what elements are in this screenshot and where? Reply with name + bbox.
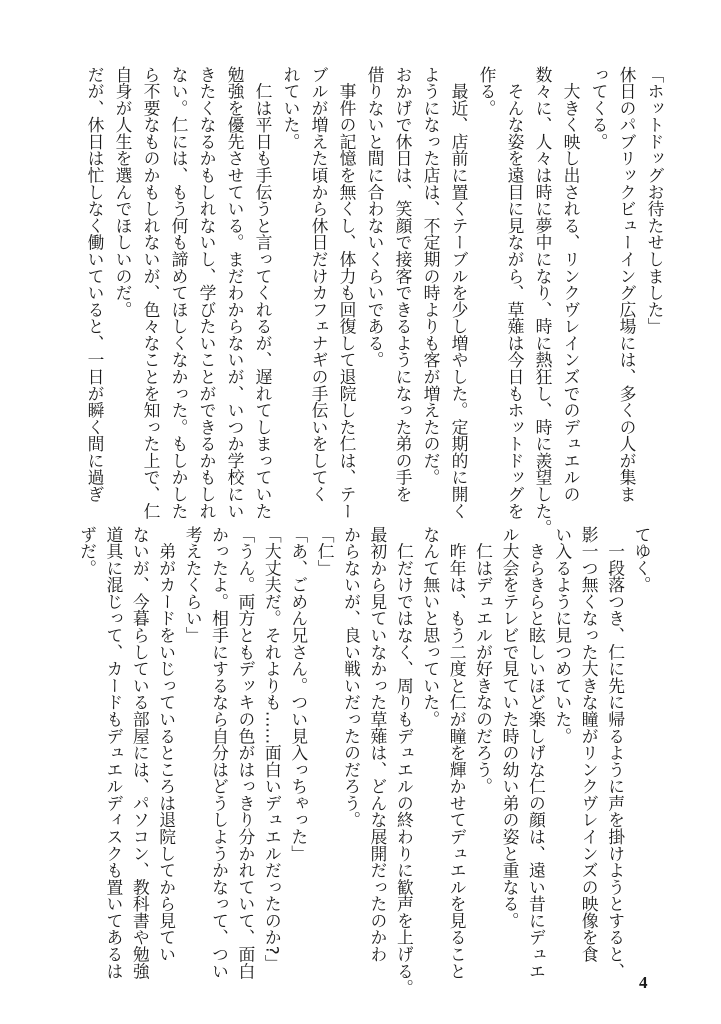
text-column: 数々に、人々は時に夢中になり、時に熱狂し、時に羨望した。 (533, 66, 553, 537)
text-column: 仁はデュエルが好きなのだろう。 (473, 526, 494, 795)
page-number: 4 (639, 973, 648, 992)
text-column: てゆく。 (632, 526, 652, 594)
text-column: 「大丈夫だ。それよりも……面白いデュエルだったのか?」 (262, 526, 283, 972)
text-column: 「ホットドッグお待たせしました」 (645, 66, 665, 335)
text-column: い入るように見つめていた。 (552, 526, 573, 745)
text-column: からないが、良い戦いだったのだろう。 (341, 526, 362, 829)
text-column: 仁だけではなく、周りもデュエルの終わりに歓声を上げる。 (394, 526, 415, 997)
text-column: 影一つ無くなった大きな瞳がリンクヴレインズの映像を食 (579, 526, 600, 963)
text-column: だが、休日は忙しなく働いていると、一日が瞬く間に過ぎ (85, 66, 105, 503)
text-column: なんて無いと思っていた。 (420, 526, 441, 728)
text-block-bottom (74, 526, 655, 997)
text-column: ない。仁には、もう何も諦めてほしくなかった。もしかした (169, 66, 189, 520)
text-column: 最近、店前に置くテーブルを少し増やした。定期的に開く (449, 66, 469, 520)
text-column: ブルが増えた頃から休日だけカフェナギの手伝いをしてく (309, 66, 329, 503)
text-column: きたくなるかもしれないし、学びたいことができるかもしれ (197, 66, 217, 520)
text-column: 「あ、ごめん兄さん。つい見入っちゃった」 (288, 526, 309, 862)
text-column: 勉強を優先させている。まだわからないが、いつか学校にい (225, 66, 245, 520)
text-column: 事件の記憶を無くし、体力も回復して退院した仁は、テー (337, 66, 357, 520)
text-column: 仁は平日も手伝うと言ってくれるが、遅れてしまっていた (253, 66, 273, 520)
text-column: 休日のパブリックビューイング広場には、多くの人が集ま (617, 66, 637, 503)
text-column: 「うん。両方ともデッキの色がはっきり分かれていて、面白 (235, 526, 256, 980)
text-column: ないが、今暮らしている部屋には、パソコン、教科書や勉強 (130, 526, 151, 980)
text-column: そんな姿を遠目に見ながら、草薙は今日もホットドッグを (505, 66, 525, 520)
text-column: 自身が人生を選んでほしいのだ。 (113, 66, 133, 318)
text-column: 借りないと間に合わないくらいである。 (365, 66, 385, 369)
text-column: 弟がカードをいじっているところは退院してから見てい (156, 526, 177, 963)
text-column: 道具に混じって、カードもデュエルディスクも置いてあるは (103, 526, 124, 980)
text-column: 大きく映し出される、リンクヴレインズでのデュエルの (561, 66, 581, 503)
text-column: ずだ。 (77, 526, 98, 577)
text-column: ル大会をテレビで見ていた時の幼い弟の姿と重なる。 (499, 526, 520, 929)
text-block-top (81, 66, 669, 537)
text-column: おかげで休日は、笑顔で接客できるようになった弟の手を (393, 66, 413, 503)
text-column: 一段落つき、仁に先に帰るように声を掛けようとすると、 (605, 526, 626, 980)
text-column: 「仁」 (315, 526, 336, 577)
text-column: ら不要なものかもしれないが、色々なことを知った上で、仁 (141, 66, 161, 520)
text-column: きらきらと眩しいほど楽しげな仁の顔は、遠い昔にデュエ (526, 526, 547, 980)
text-column: 考えたくらい」 (183, 526, 204, 644)
text-column: 最初から見ていなかった草薙は、どんな展開だったのかわ (367, 526, 388, 963)
text-column: 昨年は、もう二度と仁が瞳を輝かせてデュエルを見ること (447, 526, 468, 980)
text-column: ってくる。 (589, 66, 609, 150)
text-column: かったよ。相手にするなら自分はどうしようかなって、つい (209, 526, 230, 980)
text-column: ようになった店は、不定期の時よりも客が増えたのだ。 (421, 66, 441, 486)
text-column: 作る。 (477, 66, 497, 117)
text-column: れていた。 (281, 66, 301, 150)
